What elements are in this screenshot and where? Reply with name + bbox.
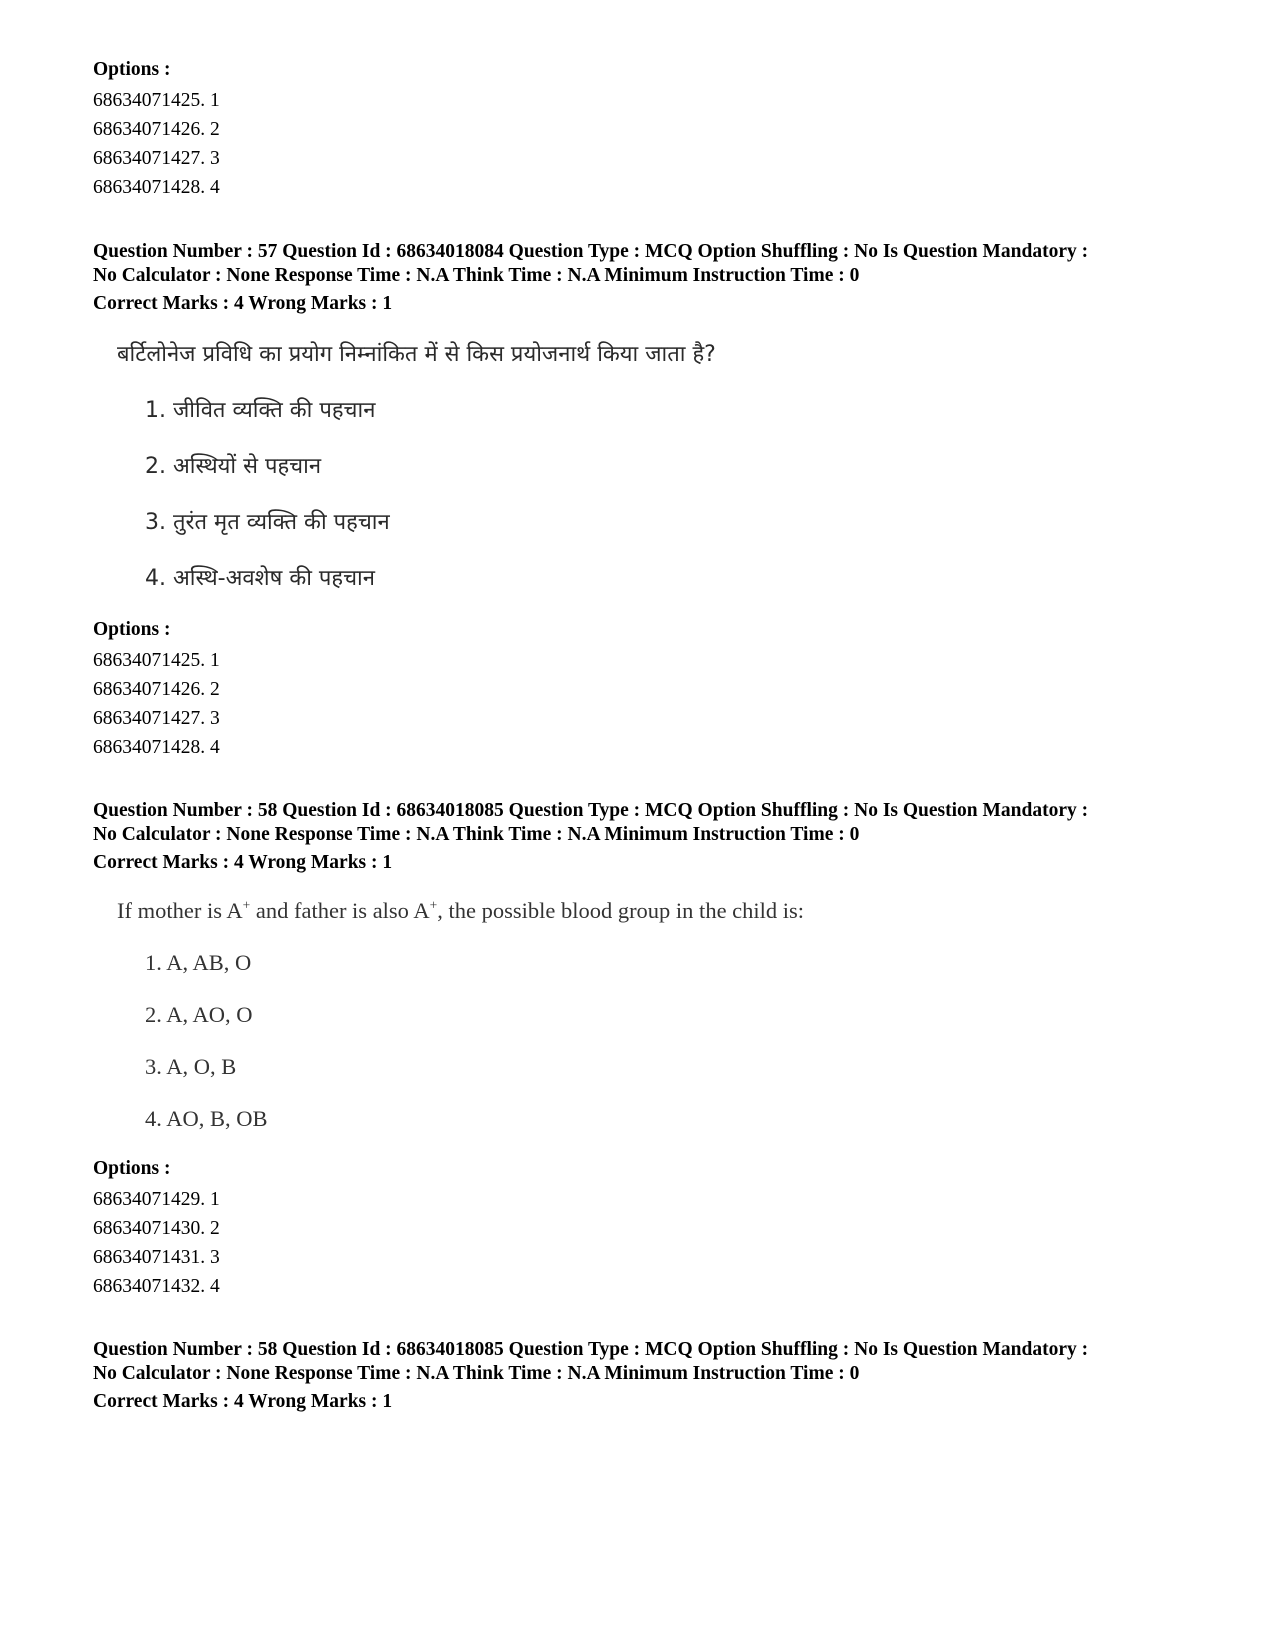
question-meta-line2: No Calculator : None Response Time : N.A Think Time : N.A Minimum Instruction Time : 0 — [93, 265, 860, 286]
answer-choice: 2. A, AO, O — [145, 1002, 253, 1027]
question-stem — [117, 896, 804, 926]
answer-choice: 4. अस्थि-अवशेष की पहचान — [145, 566, 375, 591]
option-row: 68634071431. 3 — [93, 1247, 220, 1268]
option-row: 68634071429. 1 — [93, 1189, 220, 1210]
option-row: 68634071428. 4 — [93, 177, 220, 198]
stem-text: and father is also A — [250, 898, 430, 923]
options-block-previous — [93, 58, 1233, 202]
question-meta-line2: No Calculator : None Response Time : N.A Think Time : N.A Minimum Instruction Time : 0 — [93, 1363, 860, 1384]
question-meta-line2: No Calculator : None Response Time : N.A Think Time : N.A Minimum Instruction Time : 0 — [93, 824, 860, 845]
question-57-header — [93, 240, 1233, 316]
option-row: 68634071430. 2 — [93, 1218, 220, 1239]
stem-text: If mother is A — [117, 898, 243, 923]
question-meta-line1: Question Number : 58 Question Id : 68634018085 Question Type : MCQ Option Shuffling : No Is Question Mandatory : — [93, 800, 1089, 821]
question-58-repeat-header — [93, 1338, 1233, 1414]
answer-choice: 3. तुरंत मृत व्यक्ति की पहचान — [145, 510, 390, 535]
stem-text: , the possible blood group in the child is: — [437, 898, 805, 923]
question-58-options — [93, 1157, 1233, 1301]
answer-choice: 2. अस्थियों से पहचान — [145, 454, 322, 479]
rh-positive-sup: + — [242, 897, 251, 913]
question-57-options — [93, 618, 1233, 762]
option-row: 68634071426. 2 — [93, 679, 220, 700]
question-marks: Correct Marks : 4 Wrong Marks : 1 — [93, 852, 393, 873]
answer-choice: 1. जीवित व्यक्ति की पहचान — [145, 398, 376, 423]
question-58-body — [117, 896, 804, 1134]
rh-positive-sup: + — [429, 897, 438, 913]
question-meta-line1: Question Number : 58 Question Id : 68634018085 Question Type : MCQ Option Shuffling : No Is Question Mandatory : — [93, 1339, 1089, 1360]
options-label: Options : — [93, 59, 171, 80]
question-marks: Correct Marks : 4 Wrong Marks : 1 — [93, 1391, 393, 1412]
options-label: Options : — [93, 619, 171, 640]
option-row: 68634071427. 3 — [93, 148, 220, 169]
option-row: 68634071426. 2 — [93, 119, 220, 140]
option-row: 68634071425. 1 — [93, 650, 220, 671]
question-58-header — [93, 799, 1233, 875]
question-meta-line1: Question Number : 57 Question Id : 68634018084 Question Type : MCQ Option Shuffling : No Is Question Mandatory : — [93, 241, 1089, 262]
question-57-body — [117, 340, 716, 594]
options-label: Options : — [93, 1158, 171, 1179]
option-row: 68634071432. 4 — [93, 1276, 220, 1297]
option-row: 68634071427. 3 — [93, 708, 220, 729]
answer-choice: 4. AO, B, OB — [145, 1106, 268, 1131]
option-row: 68634071428. 4 — [93, 737, 220, 758]
question-marks: Correct Marks : 4 Wrong Marks : 1 — [93, 293, 393, 314]
option-row: 68634071425. 1 — [93, 90, 220, 111]
answer-choice: 1. A, AB, O — [145, 950, 252, 975]
answer-choice: 3. A, O, B — [145, 1054, 237, 1079]
question-stem: बर्टिलोनेज प्रविधि का प्रयोग निम्नांकित में से किस प्रयोजनार्थ किया जाता है? — [117, 342, 716, 367]
